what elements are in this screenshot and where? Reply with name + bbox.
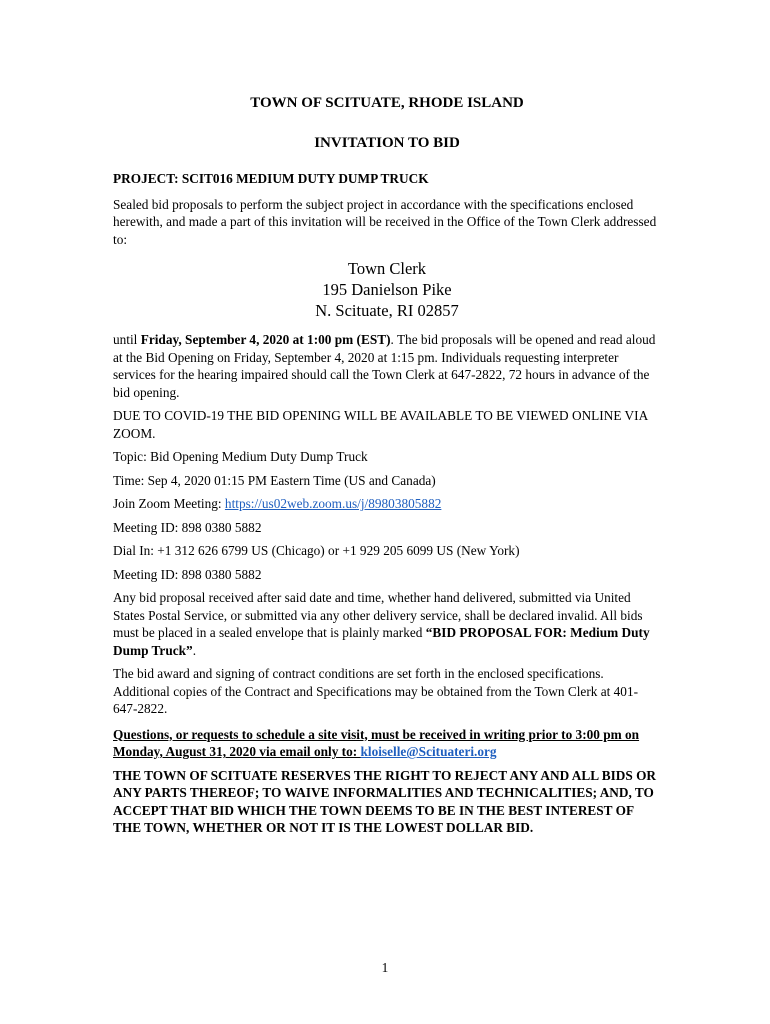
address-line-1: Town Clerk <box>347 259 427 278</box>
zoom-time: Time: Sep 4, 2020 01:15 PM Eastern Time (US and Canada) <box>113 472 436 488</box>
intro-paragraph: Sealed bid proposals to perform the subject project in accordance with the specifications enclosed herewith, and made a part of this invitation will be received in the Office of the Town Clerk addressed to: <box>113 196 657 247</box>
deadline-rest: . The bid proposals will be opened and read aloud at the Bid Opening on Friday, September 4, 2020 at 1:15 pm. Individuals requesting interpreter services for the hearing impaired should call the Town Clerk at 647-2822, 72 hours in advance of the bid opening. <box>113 332 656 400</box>
project-line: PROJECT: SCIT016 MEDIUM DUTY DUMP TRUCK <box>113 171 429 186</box>
zoom-join <box>113 495 661 513</box>
document-body <box>113 93 661 837</box>
contact-email-link[interactable]: kloiselle@Scituateri.org <box>360 744 497 759</box>
bid-proposal-marking: “BID PROPOSAL FOR: Medium Duty Dump Truck” <box>113 625 650 658</box>
zoom-meeting-id: Meeting ID: 898 0380 5882 <box>113 519 262 535</box>
deadline-prefix: until <box>113 332 141 347</box>
zoom-dial-in: Dial In: +1 312 626 6799 US (Chicago) or +1 929 205 6099 US (New York) <box>113 543 520 558</box>
town-heading: TOWN OF SCITUATE, RHODE ISLAND <box>250 95 524 111</box>
covid-notice: DUE TO COVID-19 THE BID OPENING WILL BE AVAILABLE TO BE VIEWED ONLINE VIA ZOOM. <box>113 408 648 441</box>
zoom-topic: Topic: Bid Opening Medium Duty Dump Truck <box>113 449 368 464</box>
address-line-2: 195 Danielson Pike <box>322 280 452 299</box>
late-bid-paragraph <box>113 589 661 659</box>
late-bid-end: . <box>192 642 197 658</box>
award-paragraph: The bid award and signing of contract conditions are set forth in the enclosed specifications. Additional copies of the Contract and Specifications may be obtained from the Town Clerk at 401-647-2822. <box>113 666 639 716</box>
zoom-meeting-id-repeat: Meeting ID: 898 0380 5882 <box>113 566 262 582</box>
zoom-meeting-link[interactable]: https://us02web.zoom.us/j/89803805882 <box>224 496 442 511</box>
questions-paragraph <box>113 726 661 761</box>
reservation-of-rights: THE TOWN OF SCITUATE RESERVES THE RIGHT TO REJECT ANY AND ALL BIDS OR ANY PARTS THEREOF; TO WAIVE INFORMALITIES AND TECHNICALITIES; AND, TO ACCEPT THAT BID WHICH THE TOWN DEEMS TO BE IN THE BEST INTEREST OF THE TOWN, WHETHER OR NOT IT IS THE LOWEST DOLLAR BID. <box>113 767 657 835</box>
zoom-join-label: Join Zoom Meeting: <box>113 496 225 511</box>
deadline-date: Friday, September 4, 2020 at 1:00 pm (EST) <box>140 332 391 347</box>
page-number: 1 <box>381 960 389 975</box>
questions-text: Questions, or requests to schedule a site visit, must be received in writing prior to 3:00 pm on Monday, August 31, 2020 via email only to: <box>113 726 640 759</box>
address-line-3: N. Scituate, RI 02857 <box>315 301 459 320</box>
late-bid-text: Any bid proposal received after said date and time, whether hand delivered, submitted via United States Postal Service, or submitted via any other delivery service, shall be declared invalid. All bids must be placed in a sealed envelope that is plainly marked <box>113 590 643 640</box>
document-title: INVITATION TO BID <box>314 134 460 151</box>
clerk-address <box>113 258 661 321</box>
deadline-paragraph <box>113 331 661 401</box>
